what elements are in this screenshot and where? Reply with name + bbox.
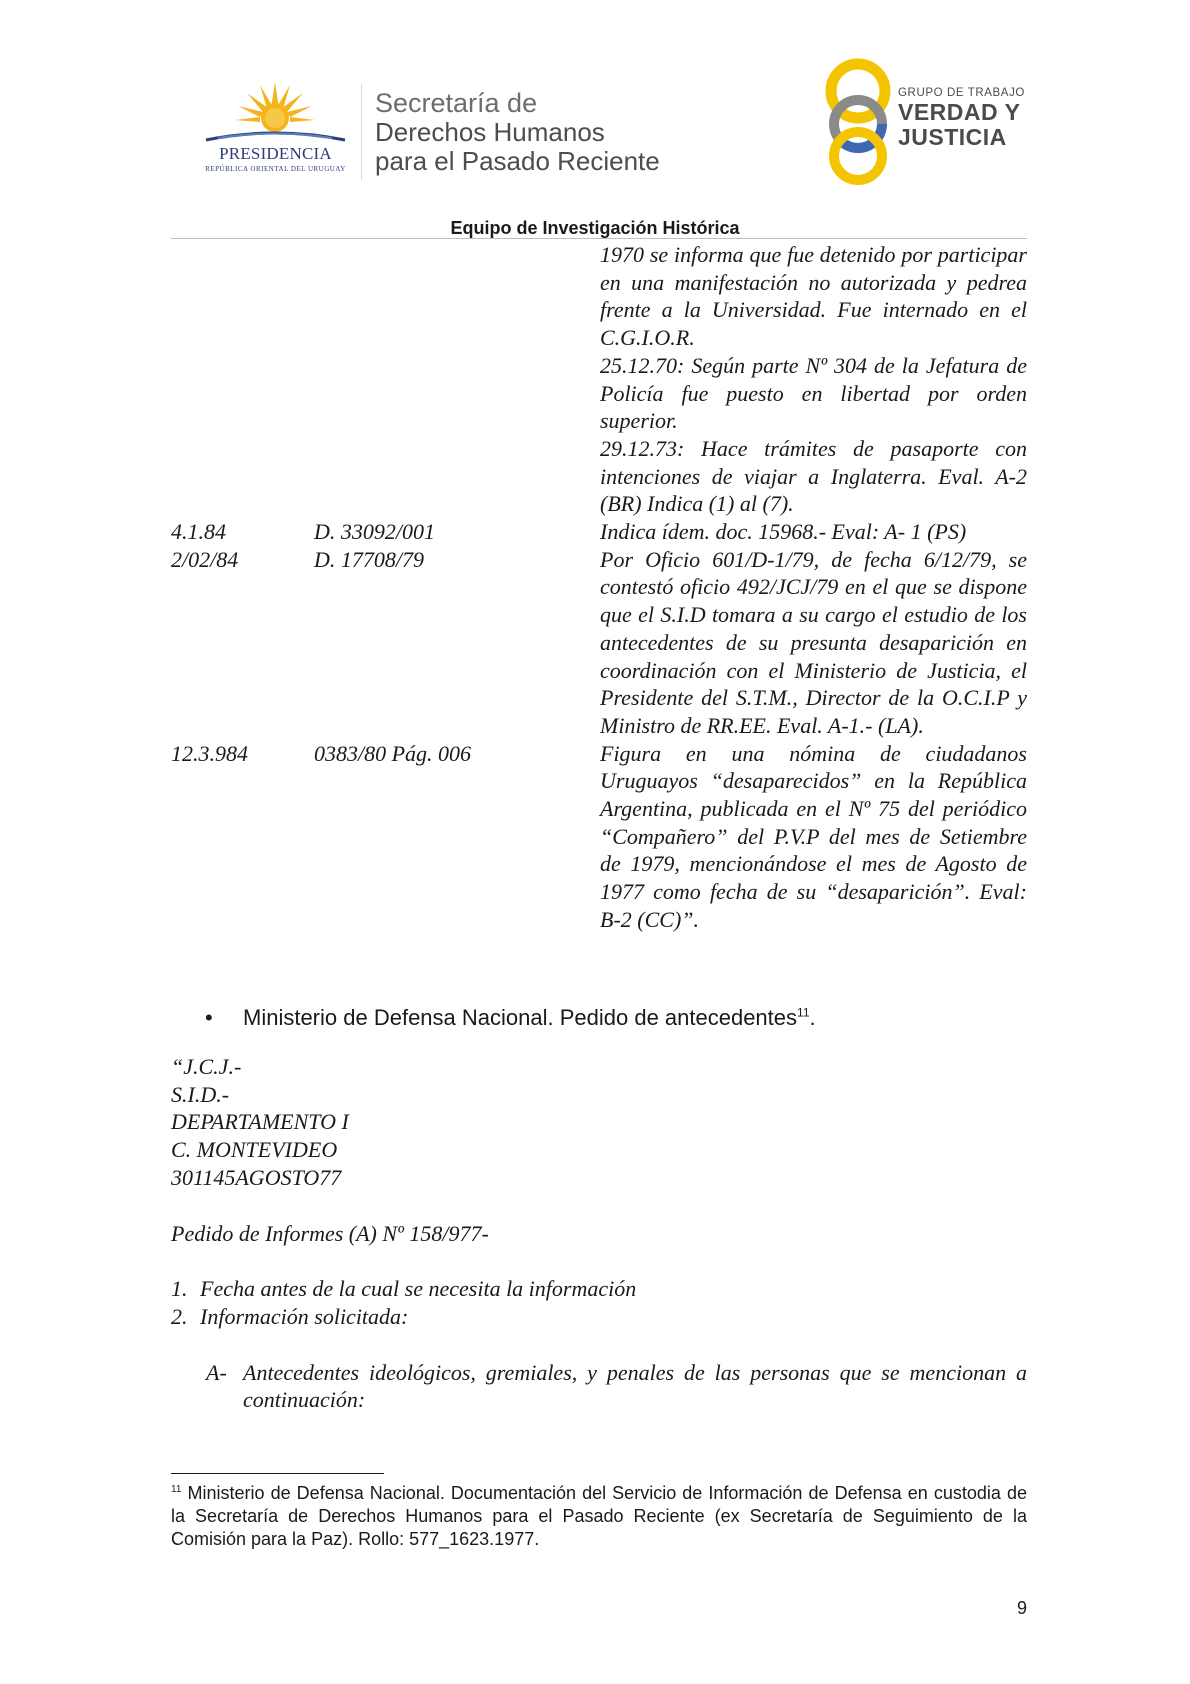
bullet-text: Ministerio de Defensa Nacional. Pedido de antecedentes [243, 1005, 798, 1030]
page-header [0, 0, 1190, 240]
memo-sub-item [206, 1359, 1027, 1414]
item-number: 2. [171, 1303, 188, 1329]
bullet-symbol: • [205, 1005, 213, 1030]
presidencia-logo [198, 82, 353, 177]
record-doc: 0383/80 Pág. 006 [314, 740, 472, 766]
record-doc: D. 17708/79 [314, 546, 424, 572]
secretaria-line-1: Secretaría de [375, 88, 538, 118]
record-text [600, 241, 1027, 518]
memo-address-line: “J.C.J.- [171, 1054, 242, 1079]
grupo-line-2: VERDAD Y [898, 99, 1021, 125]
record-doc: D. 33092/001 [314, 519, 435, 545]
memo-numbered-item [171, 1275, 1027, 1303]
presidencia-name: PRESIDENCIA [219, 144, 332, 163]
record-text [600, 546, 1027, 740]
memo-request-title: Pedido de Informes (A) Nº 158/977- [171, 1220, 489, 1246]
secretaria-logo-text [375, 89, 660, 176]
secretaria-line-2: Derechos Humanos [375, 117, 605, 147]
sun-emblem-icon [198, 82, 353, 146]
footnote-rule [171, 1473, 384, 1474]
page-number: 9 [1016, 1598, 1027, 1618]
sub-item-text: Antecedentes ideológicos, gremiales, y penales de las personas que se mencionan a continuación: [243, 1359, 1027, 1413]
memo-address [171, 1053, 1027, 1192]
record-paragraph: Indica ídem. doc. 15968.- Eval: A- 1 (PS) [600, 519, 967, 545]
records-table [171, 241, 1027, 934]
memo-items [171, 1275, 1027, 1330]
logo-divider [361, 84, 362, 180]
record-text [600, 740, 1027, 934]
footnote-number: 11 [171, 1484, 182, 1495]
record-row [171, 740, 1027, 934]
secretaria-line-3: para el Pasado Reciente [375, 146, 660, 176]
footnote [171, 1478, 1027, 1551]
record-paragraph: Figura en una nómina de ciudadanos Uruguayos “desaparecidos” en la República Argentina, publicada en el Nº 75 del periódico “Compañero” del P.V.P del mes de Setiembre de 1979, mencionándose el mes de Agosto de 1977 como fecha de su “desaparición”. Eval: B-2 (CC)”. [600, 740, 1027, 932]
record-date: 4.1.84 [171, 519, 226, 545]
record-row [171, 518, 1027, 546]
grupo-line-1: GRUPO DE TRABAJO [898, 87, 1025, 99]
sub-item-num: A- [206, 1359, 227, 1385]
verdad-justicia-text [898, 86, 1025, 150]
record-date [171, 241, 314, 518]
record-row [171, 546, 1027, 740]
header-rule [171, 238, 1027, 239]
grupo-line-3: JUSTICIA [898, 124, 1007, 150]
record-date: 2/02/84 [171, 546, 239, 572]
item-number: 1. [171, 1276, 188, 1302]
record-doc [314, 241, 600, 518]
record-text [600, 518, 1027, 546]
record-paragraph: 1970 se informa que fue detenido por participar en una manifestación no autorizada y pedrea frente a la Universidad. Fue internado en el C.G.I.O.R. [600, 242, 1027, 351]
record-paragraph: Por Oficio 601/D-1/79, de fecha 6/12/79, se contestó oficio 492/JCJ/79 en el que se dispone que el S.I.D tomara a su cargo el estudio de los antecedentes de su presunta desaparición en coordinación con el Ministerio de Justicia, el Presidente del S.T.M., Director de la O.C.I.P y Ministro de RR.EE. Eval. A-1.- (LA). [600, 546, 1027, 738]
bullet-item [205, 1005, 816, 1031]
footnote-ref[interactable]: 11 [797, 1005, 810, 1020]
memo-address-line: C. MONTEVIDEO [171, 1137, 338, 1163]
memo-address-line: DEPARTAMENTO I [171, 1109, 349, 1135]
memo-numbered-item [171, 1303, 1027, 1331]
footnote-text: Ministerio de Defensa Nacional. Documentación del Servicio de Información de Defensa en custodia de la Secretaría de Derechos Humanos para el Pasado Reciente (ex Secretaría de Seguimiento de la Comisión para la Paz). Rollo: 577_1623.1977. [171, 1483, 1027, 1549]
record-date: 12.3.984 [171, 740, 248, 766]
item-text: Información solicitada: [200, 1303, 409, 1329]
record-paragraph: 25.12.70: Según parte Nº 304 de la Jefatura de Policía fue puesto en libertad por orden superior. [600, 352, 1027, 434]
memo-block [171, 1053, 1027, 1414]
team-title: Equipo de Investigación Histórica [450, 218, 740, 238]
memo-address-line: 301145AGOSTO77 [171, 1164, 342, 1190]
record-paragraph: 29.12.73: Hace trámites de pasaporte con intenciones de viajar a Inglaterra. Eval. A-2 (BR) Indica (1) al (7). [600, 435, 1027, 517]
record-row [171, 241, 1027, 518]
item-text: Fecha antes de la cual se necesita la información [200, 1276, 637, 1302]
presidencia-subtitle: REPÚBLICA ORIENTAL DEL URUGUAY [205, 165, 346, 173]
bullet-trail: . [809, 1005, 816, 1030]
memo-address-line: S.I.D.- [171, 1081, 230, 1107]
